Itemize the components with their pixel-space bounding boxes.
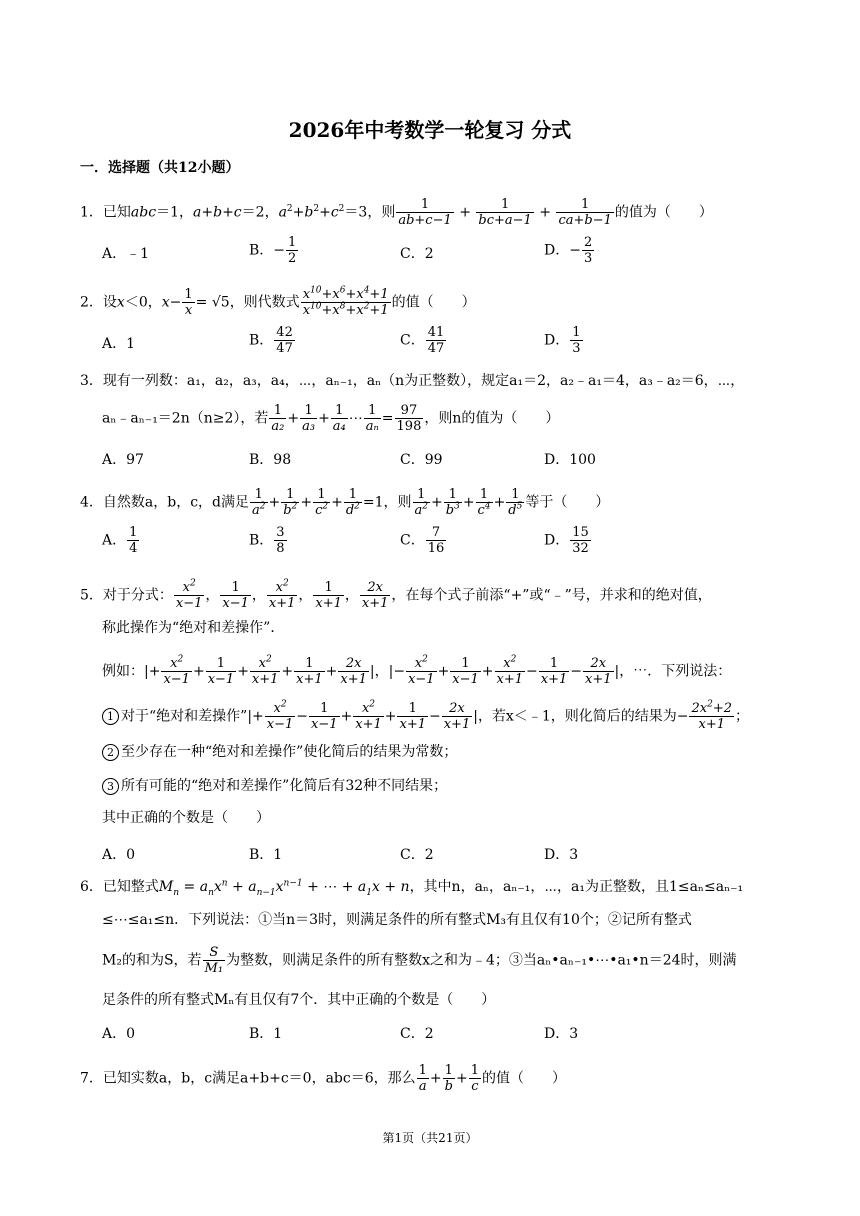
q5-option-d[interactable]: D．3 — [544, 847, 579, 863]
section-heading: 一．选择题（共12小题） — [80, 160, 240, 176]
q2-option-c[interactable]: C． $\frac{41}{47}$ — [400, 325, 445, 356]
q2-option-a[interactable]: A．1 — [102, 336, 136, 352]
question-5-statement-3: 3 所有可能的“绝对和差操作”化简后有32种不同结果； — [102, 776, 447, 796]
q5-option-b[interactable]: B．1 — [249, 847, 283, 863]
question-5-statement-1: 1 对于“绝对和差操作”|+ $\frac{x^2}{x-1}$ − $\frac{1}{x-1}$ + $\frac{x^2}{x+1}$ + $\frac{1}{x+1}$ − $\frac{2x}{x+1}$ |，若x＜﹣1，则化简后的结果为− $\frac{2x^2+2}{x+1}$ ； — [102, 701, 749, 732]
q4-option-d[interactable]: D． $\frac{15}{32}$ — [544, 525, 589, 556]
q3-option-c[interactable]: C．99 — [400, 452, 443, 468]
question-6-line-3: M₂的和为S，若 $\frac{S}{\text{M₁}}$ 为整数，则满足条件的所有整数x之和为﹣4；③当aₙ•aₙ₋₁•⋯•a₁•n＝24时，则满 — [102, 945, 737, 976]
question-5-prompt: 其中正确的个数是（ ） — [102, 810, 270, 826]
q1-option-b[interactable]: B．− $\frac{1}{2}$ — [249, 235, 297, 266]
circled-1-icon: 1 — [102, 708, 119, 725]
q2-option-b[interactable]: B． $\frac{42}{47}$ — [249, 325, 293, 356]
question-5-example: 例如：|+ $\frac{x^2}{x-1}$ + $\frac{1}{x-1}$ + $\frac{x^2}{x+1}$ + $\frac{1}{x+1}$ + $\frac{2x}{x+1}$ |，|− $\frac{x^2}{x-1}$ + $\frac{1}{x-1}$ + $\frac{x^2}{x+1}$ − $\frac{1}{x+1}$ − $\frac{2x}{x+1}$ |，⋯．下列说法： — [102, 654, 732, 687]
q6-option-a[interactable]: A．0 — [102, 1026, 136, 1042]
q3-option-b[interactable]: B．98 — [249, 452, 292, 468]
page-title: 2026年中考数学一轮复习 分式 — [288, 118, 572, 142]
q4-option-c[interactable]: C． $\frac{7}{16}$ — [400, 525, 445, 556]
question-6-line-1: 6．已知整式$M_n = a_nx^n + a_{n-1}x^{n-1}$ + ⋯ + $a_1x + n$，其中n，aₙ，aₙ₋₁，⋯，a₁为正整数，且1≤aₙ≤aₙ₋₁ — [80, 878, 744, 898]
circled-2-icon: 2 — [102, 744, 119, 761]
q2-option-d[interactable]: D． $\frac{1}{3}$ — [544, 325, 581, 356]
question-1-stem: 1．已知abc＝1，a+b+c＝2，$a^2+b^2+c^2=3$，则 $\frac{1}{ab+c-1}$ + $\frac{1}{bc+a-1}$ + $\frac{1}{ca+b-1}$ 的值为（ ） — [80, 197, 713, 228]
circled-3-icon: 3 — [102, 778, 119, 795]
question-3-line-1: 3．现有一列数：a₁，a₂，a₃，a₄，⋯，aₙ₋₁，aₙ（n为正整数），规定a₁＝2，a₂﹣a₁＝4，a₃﹣a₂＝6，⋯， — [80, 373, 745, 389]
q5-option-a[interactable]: A．0 — [102, 847, 136, 863]
q1-option-d[interactable]: D．− $\frac{2}{3}$ — [544, 235, 593, 266]
q6-option-b[interactable]: B．1 — [249, 1026, 283, 1042]
question-3-line-2: aₙ﹣aₙ₋₁＝2n（n≥2），若 $\frac{1}{\text{a₂}}$ + $\frac{1}{\text{a₃}}$ + $\frac{1}{\text{a₄}}$ ⋯ $\frac{1}{\text{aₙ}}$ = $\frac{97}{198}$ ，则n的值为（ ） — [102, 403, 560, 434]
q1-option-a[interactable]: A．﹣1 — [102, 246, 150, 262]
question-7-stem: 7．已知实数a，b，c满足a+b+c＝0，abc＝6，那么 $\frac{1}{a}$ + $\frac{1}{b}$ + $\frac{1}{c}$ 的值（ ） — [80, 1063, 566, 1094]
q3-option-d[interactable]: D．100 — [544, 452, 596, 468]
q4-option-b[interactable]: B． $\frac{3}{8}$ — [249, 525, 285, 556]
page-footer: 第1页（共21页） — [382, 1131, 478, 1145]
q6-option-c[interactable]: C．2 — [400, 1026, 434, 1042]
question-6-line-2: ≤⋯≤a₁≤n．下列说法：①当n＝3时，则满足条件的所有整式M₃有且仅有10个；②记所有整式 — [102, 912, 692, 928]
question-5-line-1: 5．对于分式： $\frac{x^2}{x-1}$ ， $\frac{1}{x-1}$ ， $\frac{x^2}{x+1}$ ， $\frac{1}{x+1}$ ， $\frac{2x}{x+1}$ ，在每个式子前添“+”或“﹣”号，并求和的绝对值， — [80, 578, 712, 611]
q3-option-a[interactable]: A．97 — [102, 452, 144, 468]
q5-option-c[interactable]: C．2 — [400, 847, 434, 863]
question-4-stem: 4．自然数a，b，c，d满足 $\frac{1}{a^2}$ + $\frac{1}{b^2}$ + $\frac{1}{c^2}$ + $\frac{1}{d^2}$ =1，则 $\frac{1}{a^2}$ + $\frac{1}{b^3}$ + $\frac{1}{c^4}$ + $\frac{1}{d^5}$ 等于（ ） — [80, 487, 610, 518]
q6-option-d[interactable]: D．3 — [544, 1026, 579, 1042]
question-2-stem: 2．设x＜0，x− $\frac{1}{x}$ = √5，则代数式 $\frac{x^{10}+x^6+x^4+1}{x^{10}+x^8+x^2+1}$ 的值（ ） — [80, 285, 476, 318]
question-5-statement-2: 2 至少存在一种“绝对和差操作”使化简后的结果为常数； — [102, 742, 457, 762]
q1-option-c[interactable]: C．2 — [400, 246, 434, 262]
question-5-line-2: 称此操作为“绝对和差操作”． — [102, 620, 285, 636]
q4-option-a[interactable]: A． $\frac{1}{4}$ — [102, 525, 138, 556]
question-6-line-4: 足条件的所有整式Mₙ有且仅有7个．其中正确的个数是（ ） — [102, 992, 496, 1008]
